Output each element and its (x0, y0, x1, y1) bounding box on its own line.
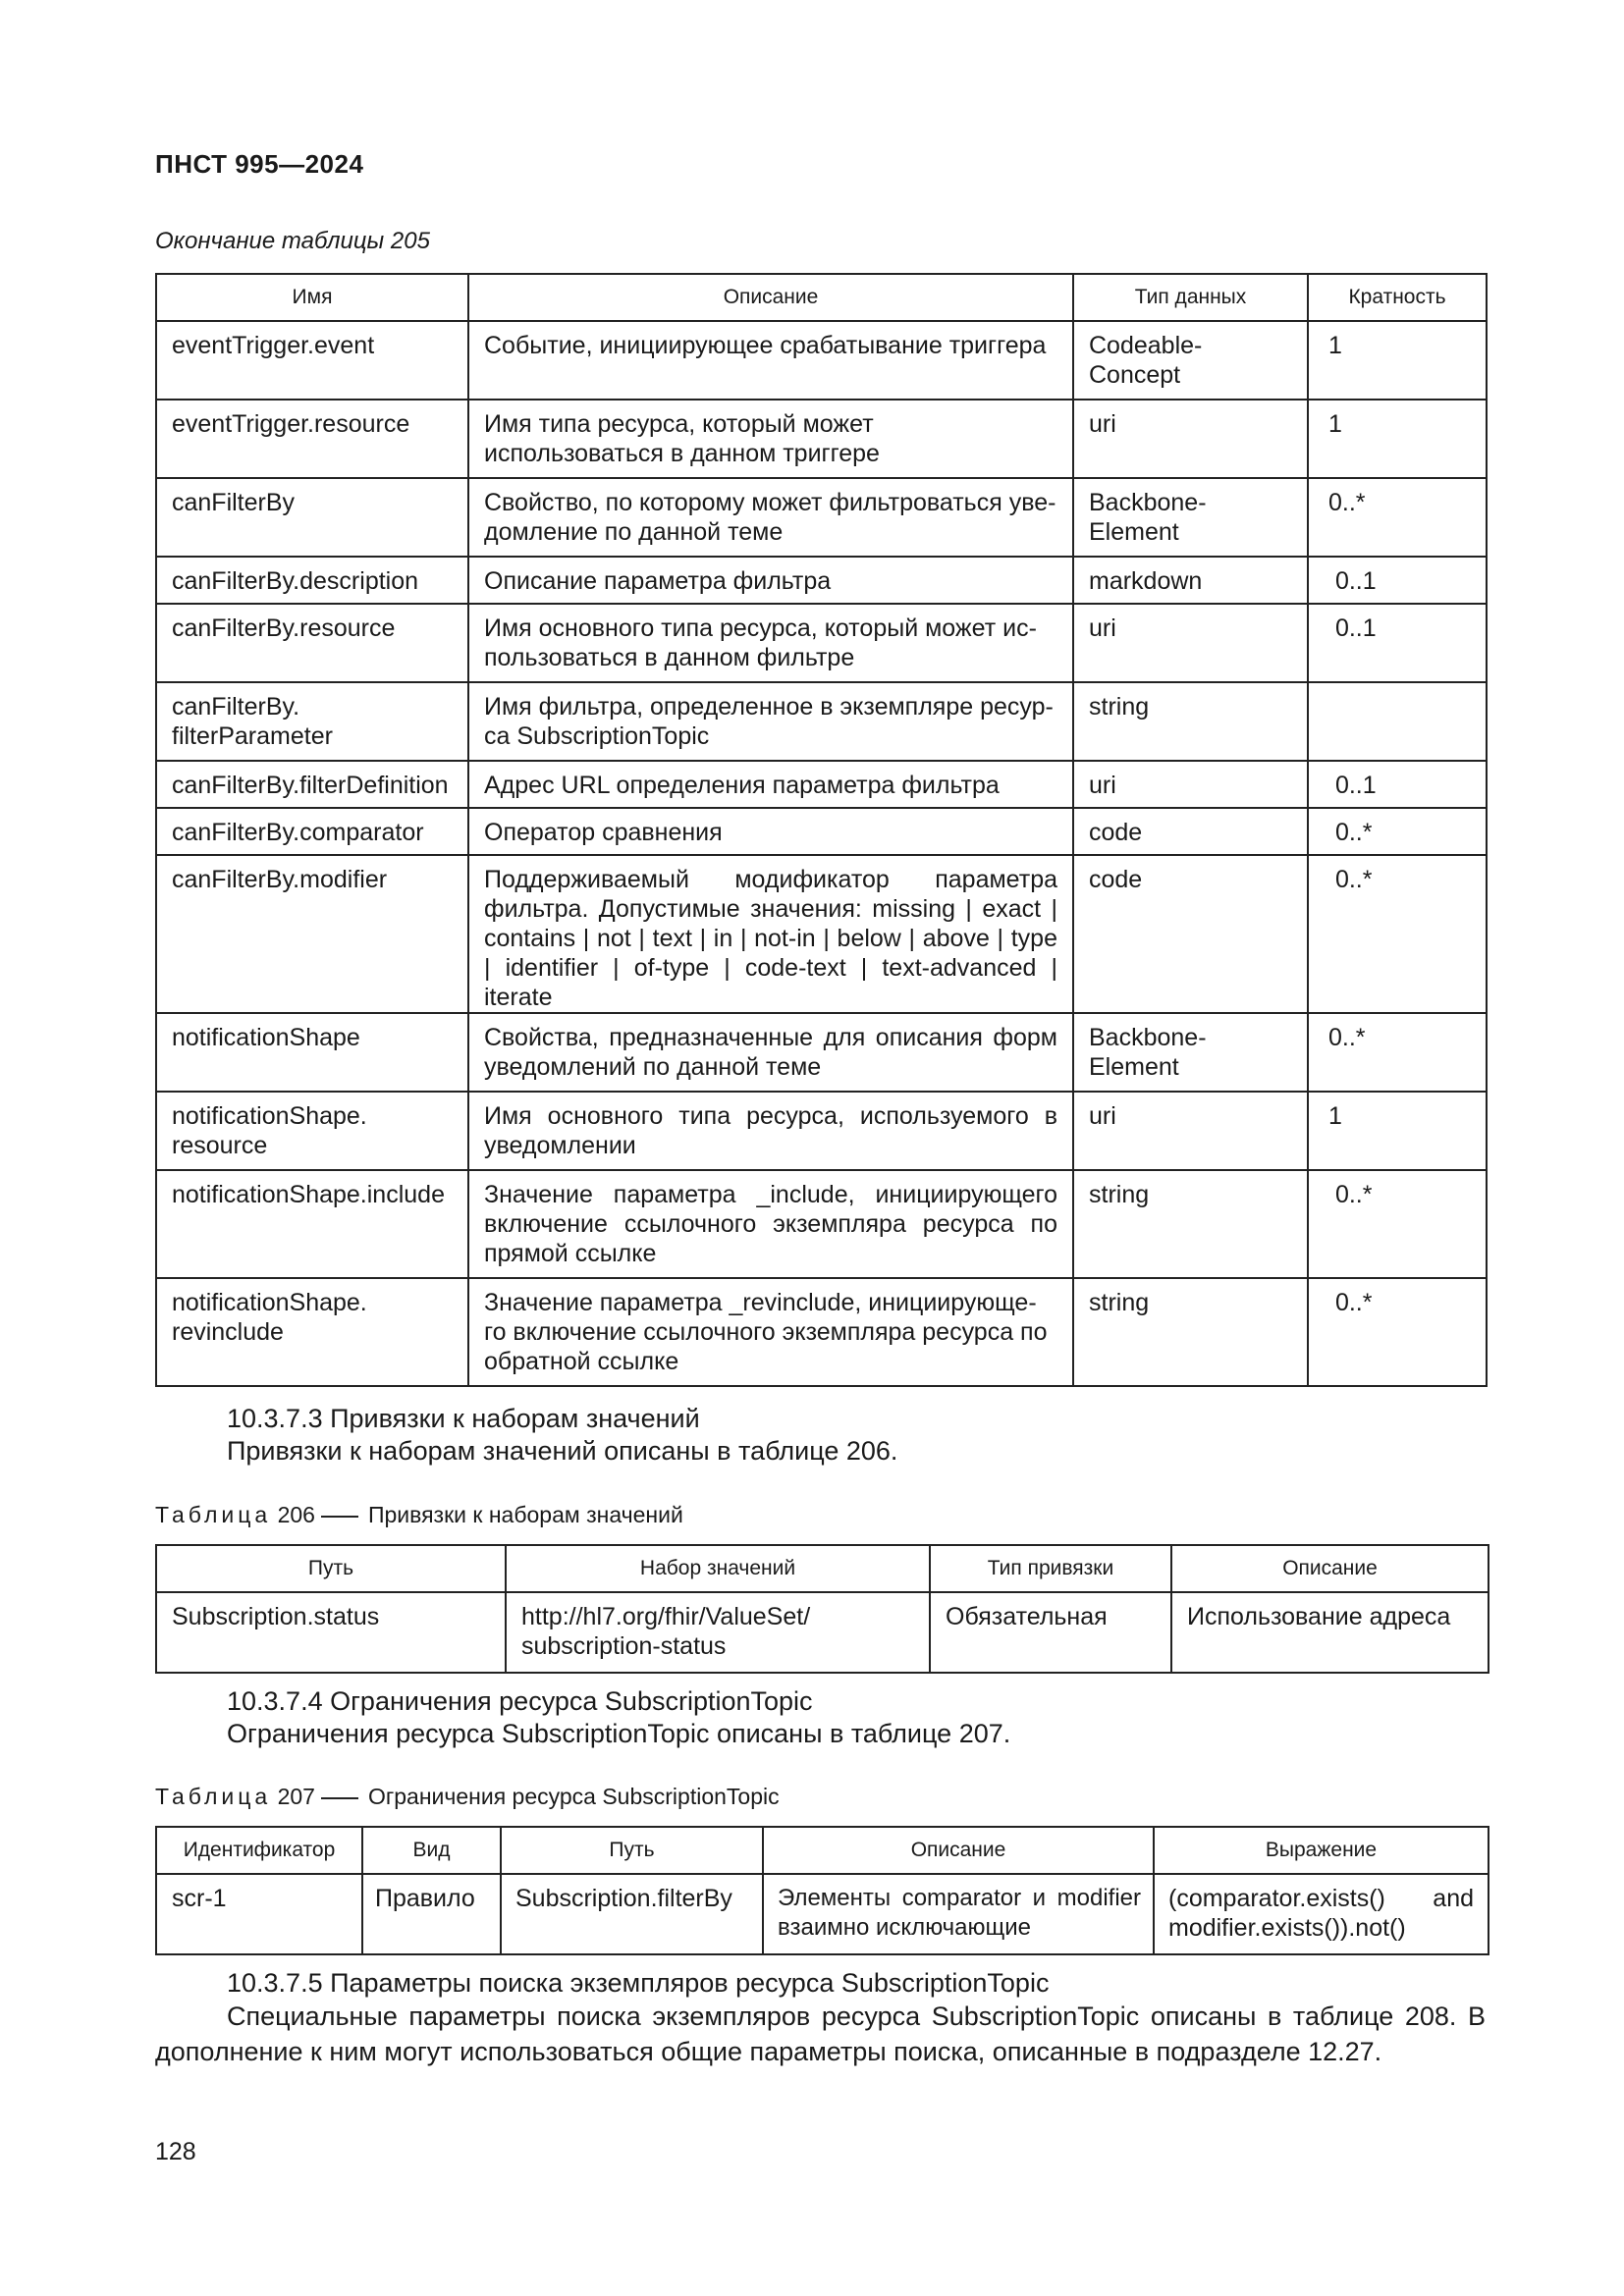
cell-description: Свойство, по которому может фильтроваться уве- домление по данной теме (468, 478, 1073, 557)
section-10-3-7-5-heading: 10.3.7.5 Параметры поиска экземпляров ресурса SubscriptionTopic (227, 1968, 1050, 1998)
table-row (156, 604, 1487, 682)
cell-identifier: scr-1 (156, 1874, 362, 1954)
header-expression: Выражение (1154, 1827, 1489, 1874)
caption-dash (321, 1797, 358, 1799)
cell-description: Использование адреса (1171, 1592, 1489, 1673)
cell-description: Поддерживаемый модификатор параметра фильтра. Допустимые значения: missing | exact | contains | not | text | in | not-in | below | above | type | identifier | of-type | code-text | text-advanced | iterate (468, 855, 1073, 1013)
section-10-3-7-4-heading: 10.3.7.4 Ограничения ресурса SubscriptionTopic (227, 1686, 813, 1716)
section-10-3-7-4-text: Ограничения ресурса SubscriptionTopic описаны в таблице 207. (227, 1719, 1011, 1748)
cell-cardinality: 0..1 (1308, 761, 1487, 808)
header-data-type: Тип данных (1073, 274, 1308, 321)
cell-expression: (comparator.exists() and modifier.exists()).not() (1154, 1874, 1489, 1954)
cell-name: canFilterBy.filterDefinition (156, 761, 468, 808)
cell-name: notificationShape (156, 1013, 468, 1092)
cell-cardinality (1308, 682, 1487, 761)
table-207-caption (155, 1784, 780, 1810)
table-206-caption (155, 1502, 683, 1528)
table-205 (155, 273, 1488, 1387)
header-binding-type: Тип привязки (930, 1545, 1171, 1592)
table-row (156, 1170, 1487, 1278)
cell-description: Значение параметра _revinclude, инициирующе- го включение ссылочного экземпляра ресурса по обратной ссылке (468, 1278, 1073, 1386)
cell-data-type: string (1073, 682, 1308, 761)
header-description: Описание (1171, 1545, 1489, 1592)
table-207-caption-label: Таблица (155, 1784, 272, 1809)
section-10-3-7-3-text: Привязки к наборам значений описаны в таблице 206. (227, 1436, 898, 1466)
cell-description: Значение параметра _include, инициирующего включение ссылочного экземпляра ресурса по прямой ссылке (468, 1170, 1073, 1278)
table-row (156, 321, 1487, 400)
caption-dash (321, 1516, 358, 1518)
cell-description: Оператор сравнения (468, 808, 1073, 855)
cell-description: Имя основного типа ресурса, используемого в уведомлении (468, 1092, 1073, 1170)
header-path: Путь (156, 1545, 506, 1592)
cell-data-type: code (1073, 855, 1308, 1013)
cell-cardinality: 0..1 (1308, 604, 1487, 682)
cell-cardinality: 0..* (1308, 808, 1487, 855)
cell-name: notificationShape.include (156, 1170, 468, 1278)
table-206-caption-label: Таблица (155, 1502, 272, 1527)
table-row (156, 1278, 1487, 1386)
cell-description: Имя типа ресурса, который может использоваться в данном триггере (468, 400, 1073, 478)
table-row (156, 1592, 1489, 1673)
table-206-caption-number: 206 (277, 1502, 315, 1527)
cell-cardinality: 0..* (1308, 478, 1487, 557)
cell-name: canFilterBy.modifier (156, 855, 468, 1013)
cell-name: canFilterBy (156, 478, 468, 557)
cell-cardinality: 1 (1308, 1092, 1487, 1170)
header-description: Описание (468, 274, 1073, 321)
page-number: 128 (155, 2138, 196, 2165)
cell-data-type: Codeable- Concept (1073, 321, 1308, 400)
header-kind: Вид (362, 1827, 501, 1874)
table-row (156, 557, 1487, 604)
table-row (156, 682, 1487, 761)
table-row (156, 478, 1487, 557)
table-row (156, 855, 1487, 1013)
table-207-caption-title: Ограничения ресурса SubscriptionTopic (367, 1784, 780, 1809)
table-row (156, 761, 1487, 808)
cell-name: eventTrigger.resource (156, 400, 468, 478)
cell-cardinality: 0..1 (1308, 557, 1487, 604)
cell-cardinality: 0..* (1308, 1170, 1487, 1278)
header-description: Описание (763, 1827, 1154, 1874)
cell-description: Событие, инициирующее срабатывание триггера (468, 321, 1073, 400)
cell-name: eventTrigger.event (156, 321, 468, 400)
table-207 (155, 1826, 1489, 1955)
table-row (156, 1013, 1487, 1092)
cell-path: Subscription.filterBy (501, 1874, 763, 1954)
header-name: Имя (156, 274, 468, 321)
cell-description: Описание параметра фильтра (468, 557, 1073, 604)
cell-binding-type: Обязательная (930, 1592, 1171, 1673)
table-206-caption-title: Привязки к наборам значений (367, 1502, 683, 1527)
cell-data-type: uri (1073, 1092, 1308, 1170)
cell-data-type: Backbone- Element (1073, 478, 1308, 557)
cell-data-type: string (1073, 1170, 1308, 1278)
cell-description: Элементы comparator и modifier взаимно исключающие (763, 1874, 1154, 1954)
cell-value-set: http://hl7.org/fhir/ValueSet/ subscription-status (506, 1592, 930, 1673)
table-row (156, 1092, 1487, 1170)
cell-data-type: code (1073, 808, 1308, 855)
cell-name: canFilterBy.resource (156, 604, 468, 682)
cell-description: Имя фильтра, определенное в экземпляре ресур- са SubscriptionTopic (468, 682, 1073, 761)
section-10-3-7-3-heading: 10.3.7.3 Привязки к наборам значений (227, 1404, 700, 1433)
cell-name: canFilterBy.comparator (156, 808, 468, 855)
cell-cardinality: 1 (1308, 400, 1487, 478)
cell-path: Subscription.status (156, 1592, 506, 1673)
standard-code: ПНСТ 995—2024 (155, 149, 364, 179)
cell-data-type: markdown (1073, 557, 1308, 604)
cell-data-type: uri (1073, 400, 1308, 478)
header-path: Путь (501, 1827, 763, 1874)
cell-cardinality: 0..* (1308, 1013, 1487, 1092)
table-205-caption: Окончание таблицы 205 (155, 228, 430, 254)
cell-description: Имя основного типа ресурса, который может ис- пользоваться в данном фильтре (468, 604, 1073, 682)
cell-description: Свойства, предназначенные для описания форм уведомлений по данной теме (468, 1013, 1073, 1092)
cell-kind: Правило (362, 1874, 501, 1954)
cell-data-type: uri (1073, 761, 1308, 808)
header-identifier: Идентификатор (156, 1827, 362, 1874)
cell-name: notificationShape. resource (156, 1092, 468, 1170)
table-207-caption-number: 207 (277, 1784, 315, 1809)
cell-name: canFilterBy. filterParameter (156, 682, 468, 761)
section-10-3-7-5-text: Специальные параметры поиска экземпляров ресурса SubscriptionTopic описаны в таблице 208. В дополнение к ним могут использоваться общие параметры поиска, описанные в подразделе 12.27. (155, 2002, 1486, 2066)
cell-name: canFilterBy.description (156, 557, 468, 604)
cell-cardinality: 0..* (1308, 855, 1487, 1013)
cell-data-type: string (1073, 1278, 1308, 1386)
table-row (156, 1874, 1489, 1954)
cell-data-type: Backbone- Element (1073, 1013, 1308, 1092)
table-row (156, 400, 1487, 478)
cell-name: notificationShape. revinclude (156, 1278, 468, 1386)
header-cardinality: Кратность (1308, 274, 1487, 321)
table-row (156, 808, 1487, 855)
cell-cardinality: 1 (1308, 321, 1487, 400)
cell-cardinality: 0..* (1308, 1278, 1487, 1386)
table-206 (155, 1544, 1489, 1674)
cell-data-type: uri (1073, 604, 1308, 682)
cell-description: Адрес URL определения параметра фильтра (468, 761, 1073, 808)
header-value-set: Набор значений (506, 1545, 930, 1592)
